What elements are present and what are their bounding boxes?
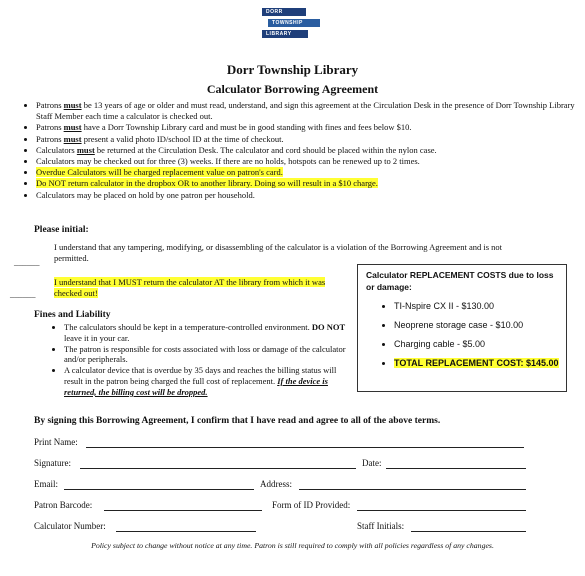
logo-bar [268,19,320,27]
signature-field[interactable] [80,468,356,469]
date-field[interactable] [386,468,526,469]
replacement-cost-box [357,264,567,392]
initial-statement-2: I understand that I MUST return the calculator AT the library from which it was checked out! [54,277,326,298]
cost-item: • Charging cable - $5.00 [394,339,574,350]
fines-item: • The calculators should be kept in a temperature-controlled environment. DO NOT leave it in your car. [64,322,354,344]
cost-item: • Neoprene storage case - $10.00 [394,320,574,331]
email-label: Email: [34,479,58,489]
sign-statement: By signing this Borrowing Agreement, I confirm that I have read and agree to all of the above terms. [34,416,441,426]
rule-item: • Calculators must be returned at the Circulation Desk. The calculator and cord should be placed within the nylon case. [36,145,581,156]
initial-heading: Please initial: [34,225,89,235]
form-id-label: Form of ID Provided: [272,500,351,510]
rule-item: • Patrons must have a Dorr Township Library card and must be in good standing with fines and fees below $10. [36,122,581,133]
rule-item-highlight: • Do NOT return calculator in the dropbox OR to another library. Doing so will result in a $10 charge. [36,178,581,189]
logo-bar [262,30,308,38]
rules-list [20,100,581,201]
email-field[interactable] [64,489,254,490]
initial-blank-1[interactable]: ______ [14,257,40,267]
calc-number-field[interactable] [116,531,256,532]
initial-statement-1: I understand that any tampering, modifying, or disassembling of the calculator is a violation of the Borrowing Agreement and is not permitted. [54,242,503,263]
fines-item: • The patron is responsible for costs associated with loss or damage of the calculator and/or peripherals. [64,344,354,366]
initial-blank-2[interactable]: ______ [10,289,36,299]
library-logo [260,6,324,42]
policy-footer: Policy subject to change without notice at any time. Patron is still required to comply with all policies regardless of any changes. [91,541,494,550]
logo-text: TOWNSHIP [272,20,303,26]
total-cost: • TOTAL REPLACEMENT COST: $145.00 [394,358,574,369]
cost-list [372,301,574,377]
box-title: Calculator REPLACEMENT COSTS due to loss or damage: [366,270,554,292]
calc-number-label: Calculator Number: [34,521,106,531]
rule-item: • Patrons must be 13 years of age or older and must read, understand, and sign this agreement at the Circulation Desk in the presence of Dorr Township Library Staff Member each time a calculator is checked out. [36,100,581,122]
logo-text: DORR [266,9,283,15]
fines-item: • A calculator device that is overdue by 35 days and reaches the billing status will result in the patron being charged the full cost of replacement. If the device is returned, the billing cost will be dropped. [64,365,354,397]
page-title: Dorr Township Library [226,62,359,77]
signature-label: Signature: [34,458,71,468]
page-subtitle: Calculator Borrowing Agreement [206,82,379,96]
logo-bar [262,8,306,16]
barcode-label: Patron Barcode: [34,500,93,510]
rule-item: • Patrons must present a valid photo ID/school ID at the time of checkout. [36,134,581,145]
print-name-label: Print Name: [34,437,78,447]
barcode-field[interactable] [104,510,262,511]
staff-initials-field[interactable] [411,531,526,532]
address-field[interactable] [299,489,526,490]
print-name-field[interactable] [86,447,524,448]
rule-item-highlight: • Overdue Calculators will be charged replacement value on patron's card. [36,167,581,178]
form-id-field[interactable] [357,510,526,511]
logo-text: LIBRARY [266,31,292,37]
fines-list [50,322,354,398]
staff-initials-label: Staff Initials: [357,521,405,531]
date-label: Date: [362,458,382,468]
cost-item: • TI-Nspire CX II - $130.00 [394,301,574,312]
rule-item: • Calculators may be placed on hold by one patron per household. [36,190,581,201]
rule-item: • Calculators may be checked out for three (3) weeks. If there are no holds, hotspots can be renewed up to 2 times. [36,156,581,167]
fines-heading: Fines and Liability [34,310,111,320]
address-label: Address: [260,479,292,489]
